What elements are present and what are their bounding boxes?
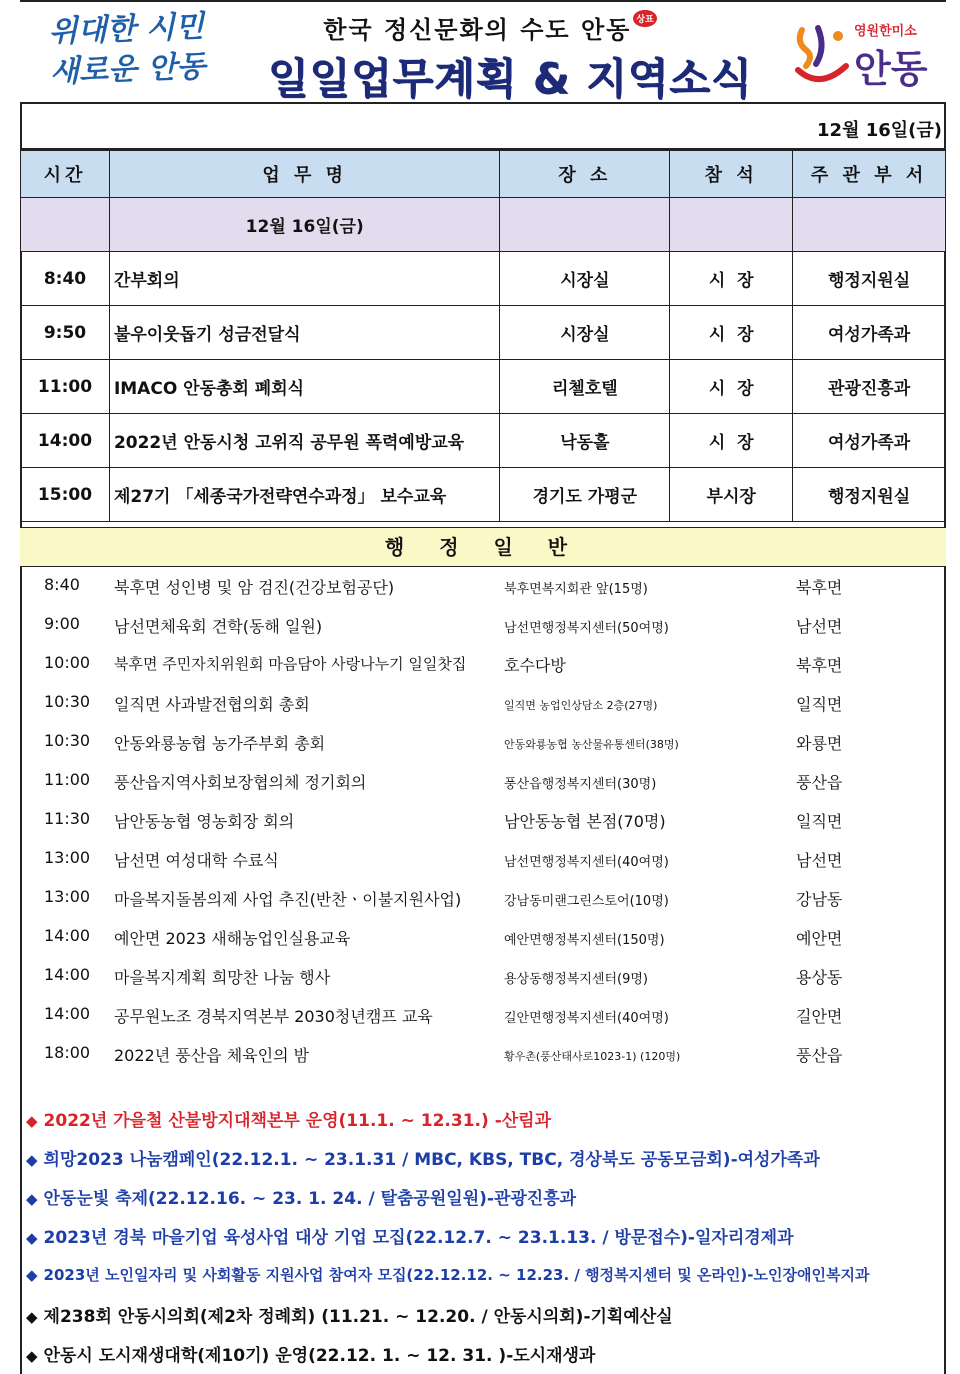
event-dept: 여성가족과 [793, 306, 946, 360]
admin-dept: 남선면 [796, 851, 843, 870]
admin-title: 북후면 주민자치위원회 마음담아 사랑나누기 일일찻집 [114, 655, 467, 673]
notice-text: 희망2023 나눔캠페인(22.12.1. ~ 23.1.31 / MBC, KBS, TBC, 경상북도 공동모금회)-여성가족과 [43, 1150, 820, 1170]
admin-title: 남선면 여성대학 수료식 [114, 851, 279, 870]
list-item [20, 996, 946, 1035]
admin-time: 10:30 [44, 731, 91, 750]
admin-time: 14:00 [44, 1004, 91, 1023]
list-item [20, 879, 946, 918]
day-cell-empty [793, 198, 946, 252]
admin-title: 남안동농협 영농회장 회의 [114, 812, 295, 831]
day-cell-empty [500, 198, 670, 252]
admin-time: 8:40 [44, 575, 80, 594]
list-item [20, 606, 946, 645]
notice-item [26, 1302, 673, 1327]
event-place: 시장실 [500, 252, 670, 306]
logo-slogan: 영원한미소 [854, 24, 917, 39]
admin-title: 2022년 풍산읍 체육인의 밤 [114, 1046, 310, 1065]
notice-item [26, 1223, 794, 1248]
slogan [31, 7, 224, 94]
diamond-bullet-icon: ◆ [26, 1151, 38, 1169]
page-title: 일일업무계획 & 지역소식 [267, 54, 753, 103]
admin-place: 강남동미랜그린스토어(10명) [504, 894, 669, 909]
event-time: 14:00 [21, 414, 110, 468]
admin-time: 14:00 [44, 965, 91, 984]
header [20, 0, 946, 104]
table-row [21, 252, 946, 306]
admin-place: 풍산읍행정복지센터(30명) [504, 777, 657, 792]
notice-text: 2023년 경북 마을기업 육성사업 대상 기업 모집(22.12.7. ~ 23.1.13. / 방문접수)-일자리경제과 [43, 1228, 794, 1248]
col-header-place: 장 소 [500, 151, 670, 198]
event-time: 11:00 [21, 360, 110, 414]
table-row [21, 414, 946, 468]
event-place: 낙동홀 [500, 414, 670, 468]
admin-title: 안동와룡농협 농가주부회 총회 [114, 734, 326, 753]
list-item [20, 762, 946, 801]
col-header-attendee: 참 석 [670, 151, 793, 198]
admin-title: 일직면 사과발전협의회 총회 [114, 695, 310, 714]
diamond-bullet-icon: ◆ [26, 1229, 38, 1247]
admin-dept: 와룡면 [796, 734, 843, 753]
logo-name: 안동 [854, 47, 928, 91]
event-time: 8:40 [21, 252, 110, 306]
event-title: 불우이웃돕기 성금전달식 [109, 306, 500, 360]
admin-place: 일직면 농업인상담소 2층(27명) [504, 699, 658, 712]
notice-item [26, 1184, 576, 1209]
notice-text: 안동눈빛 축제(22.12.16. ~ 23. 1. 24. / 탈춤공원일원)-관광진흥과 [43, 1189, 577, 1209]
trademark-badge: 상표 [633, 10, 656, 27]
admin-time: 9:00 [44, 614, 80, 633]
table-row [21, 468, 946, 522]
event-attendee: 부시장 [670, 468, 793, 522]
admin-place: 남안동농협 본점(70명) [504, 812, 666, 831]
admin-dept: 일직면 [796, 695, 843, 714]
admin-dept: 북후면 [796, 656, 843, 675]
diamond-bullet-icon: ◆ [26, 1308, 38, 1326]
admin-dept: 풍산읍 [796, 773, 843, 792]
col-header-dept: 주 관 부 서 [793, 151, 946, 198]
list-item [20, 684, 946, 723]
admin-dept: 남선면 [796, 617, 843, 636]
table-row [21, 360, 946, 414]
admin-place: 남선면행정복지센터(40여명) [504, 855, 669, 870]
event-attendee: 시 장 [670, 252, 793, 306]
admin-time: 11:30 [44, 809, 91, 828]
admin-time: 18:00 [44, 1043, 91, 1062]
admin-dept: 용상동 [796, 968, 843, 987]
day-label: 12월 16일(금) [109, 198, 500, 252]
notice-item [26, 1106, 551, 1131]
admin-place: 북후면복지회관 앞(15명) [504, 582, 648, 597]
event-title: 2022년 안동시청 고위직 공무원 폭력예방교육 [109, 414, 500, 468]
event-attendee: 시 장 [670, 414, 793, 468]
event-title: 간부회의 [109, 252, 500, 306]
admin-dept: 강남동 [796, 890, 843, 909]
admin-title: 마을복지계획 희망찬 나눔 행사 [114, 968, 331, 987]
admin-time: 10:00 [44, 653, 91, 672]
notice-text: 2022년 가을철 산불방지대책본부 운영(11.1. ~ 12.31.) -산림과 [43, 1111, 552, 1131]
schedule-table [20, 150, 946, 522]
date-row [20, 104, 946, 150]
notice-text: 안동시 도시재생대학(제10기) 운영(22.12. 1. ~ 12. 31. )-도시재생과 [43, 1346, 596, 1366]
diamond-bullet-icon: ◆ [26, 1112, 38, 1130]
event-dept: 행정지원실 [793, 468, 946, 522]
admin-dept: 예안면 [796, 929, 843, 948]
event-time: 15:00 [21, 468, 110, 522]
list-item [20, 840, 946, 879]
list-item [20, 1035, 946, 1074]
notice-text: 제238회 안동시의회(제2차 정례회) (11.21. ~ 12.20. / 안동시의회)-기획예산실 [43, 1307, 673, 1327]
admin-time: 13:00 [44, 848, 91, 867]
event-dept: 행정지원실 [793, 252, 946, 306]
diamond-bullet-icon: ◆ [26, 1266, 38, 1284]
admin-dept: 일직면 [796, 812, 843, 831]
list-item [20, 723, 946, 762]
list-item [20, 801, 946, 840]
admin-dept: 북후면 [796, 578, 843, 597]
diamond-bullet-icon: ◆ [26, 1347, 38, 1365]
event-time: 9:50 [21, 306, 110, 360]
smile-logo-icon [792, 20, 852, 90]
admin-place: 호수다방 [504, 656, 566, 675]
admin-time: 11:00 [44, 770, 91, 789]
day-row [21, 198, 946, 252]
admin-time: 13:00 [44, 887, 91, 906]
col-header-title: 업 무 명 [109, 151, 500, 198]
admin-time: 10:30 [44, 692, 91, 711]
admin-place: 길안면행정복지센터(40여명) [504, 1011, 669, 1026]
event-dept: 관광진흥과 [793, 360, 946, 414]
event-attendee: 시 장 [670, 360, 793, 414]
admin-title: 풍산읍지역사회보장협의체 정기회의 [114, 773, 367, 792]
admin-dept: 풍산읍 [796, 1046, 843, 1065]
notice-item [26, 1145, 820, 1170]
event-place: 리첼호텔 [500, 360, 670, 414]
admin-title: 북후면 성인병 및 암 검진(건강보험공단) [114, 578, 395, 597]
subtitle-text: 한국 정신문화의 수도 안동 [323, 16, 632, 44]
event-title: 제27기 「세종국가전략연수과정」 보수교육 [109, 468, 500, 522]
notice-item [26, 1341, 595, 1366]
day-cell-empty [21, 198, 110, 252]
day-cell-empty [670, 198, 793, 252]
list-item [20, 567, 946, 606]
subtitle [230, 10, 750, 45]
admin-place: 용상동행정복지센터(9명) [504, 972, 648, 987]
notice-item [26, 1264, 869, 1285]
report-date: 12월 16일(금) [817, 120, 942, 141]
andong-logo [792, 14, 932, 96]
notice-text: 2023년 노인일자리 및 사회활동 지원사업 참여자 모집(22.12.12. ~ 12.23. / 행정복지센터 및 온라인)-노인장애인복지과 [43, 1266, 870, 1284]
slogan-line-2: 새로운 안동 [49, 49, 206, 90]
admin-title: 공무원노조 경북지역본부 2030청년캠프 교육 [114, 1007, 433, 1026]
admin-section-heading: 행 정 일 반 [20, 527, 946, 567]
event-place: 시장실 [500, 306, 670, 360]
list-item [20, 918, 946, 957]
event-place: 경기도 가평군 [500, 468, 670, 522]
event-dept: 여성가족과 [793, 414, 946, 468]
list-item [20, 645, 946, 684]
admin-place: 남선면행정복지센터(50여명) [504, 621, 669, 636]
col-header-time: 시간 [21, 151, 110, 198]
admin-title: 마을복지돌봄의제 사업 추진(반찬ㆍ이불지원사업) [114, 890, 462, 909]
diamond-bullet-icon: ◆ [26, 1190, 38, 1208]
admin-place: 안동와룡농협 농산물유통센터(38명) [504, 738, 679, 751]
admin-place: 예안면행정복지센터(150명) [504, 933, 665, 948]
admin-title: 남선면체육회 견학(동해 일원) [114, 617, 323, 636]
event-attendee: 시 장 [670, 306, 793, 360]
table-row [21, 306, 946, 360]
table-header-row [21, 151, 946, 198]
admin-title: 예안면 2023 새해농업인실용교육 [114, 929, 351, 948]
list-item [20, 957, 946, 996]
slogan-line-1: 위대한 시민 [48, 9, 205, 50]
event-title: IMACO 안동총회 폐회식 [109, 360, 500, 414]
admin-time: 14:00 [44, 926, 91, 945]
admin-place: 황우촌(풍산태사로1023-1) (120명) [504, 1050, 681, 1063]
admin-dept: 길안면 [796, 1007, 843, 1026]
